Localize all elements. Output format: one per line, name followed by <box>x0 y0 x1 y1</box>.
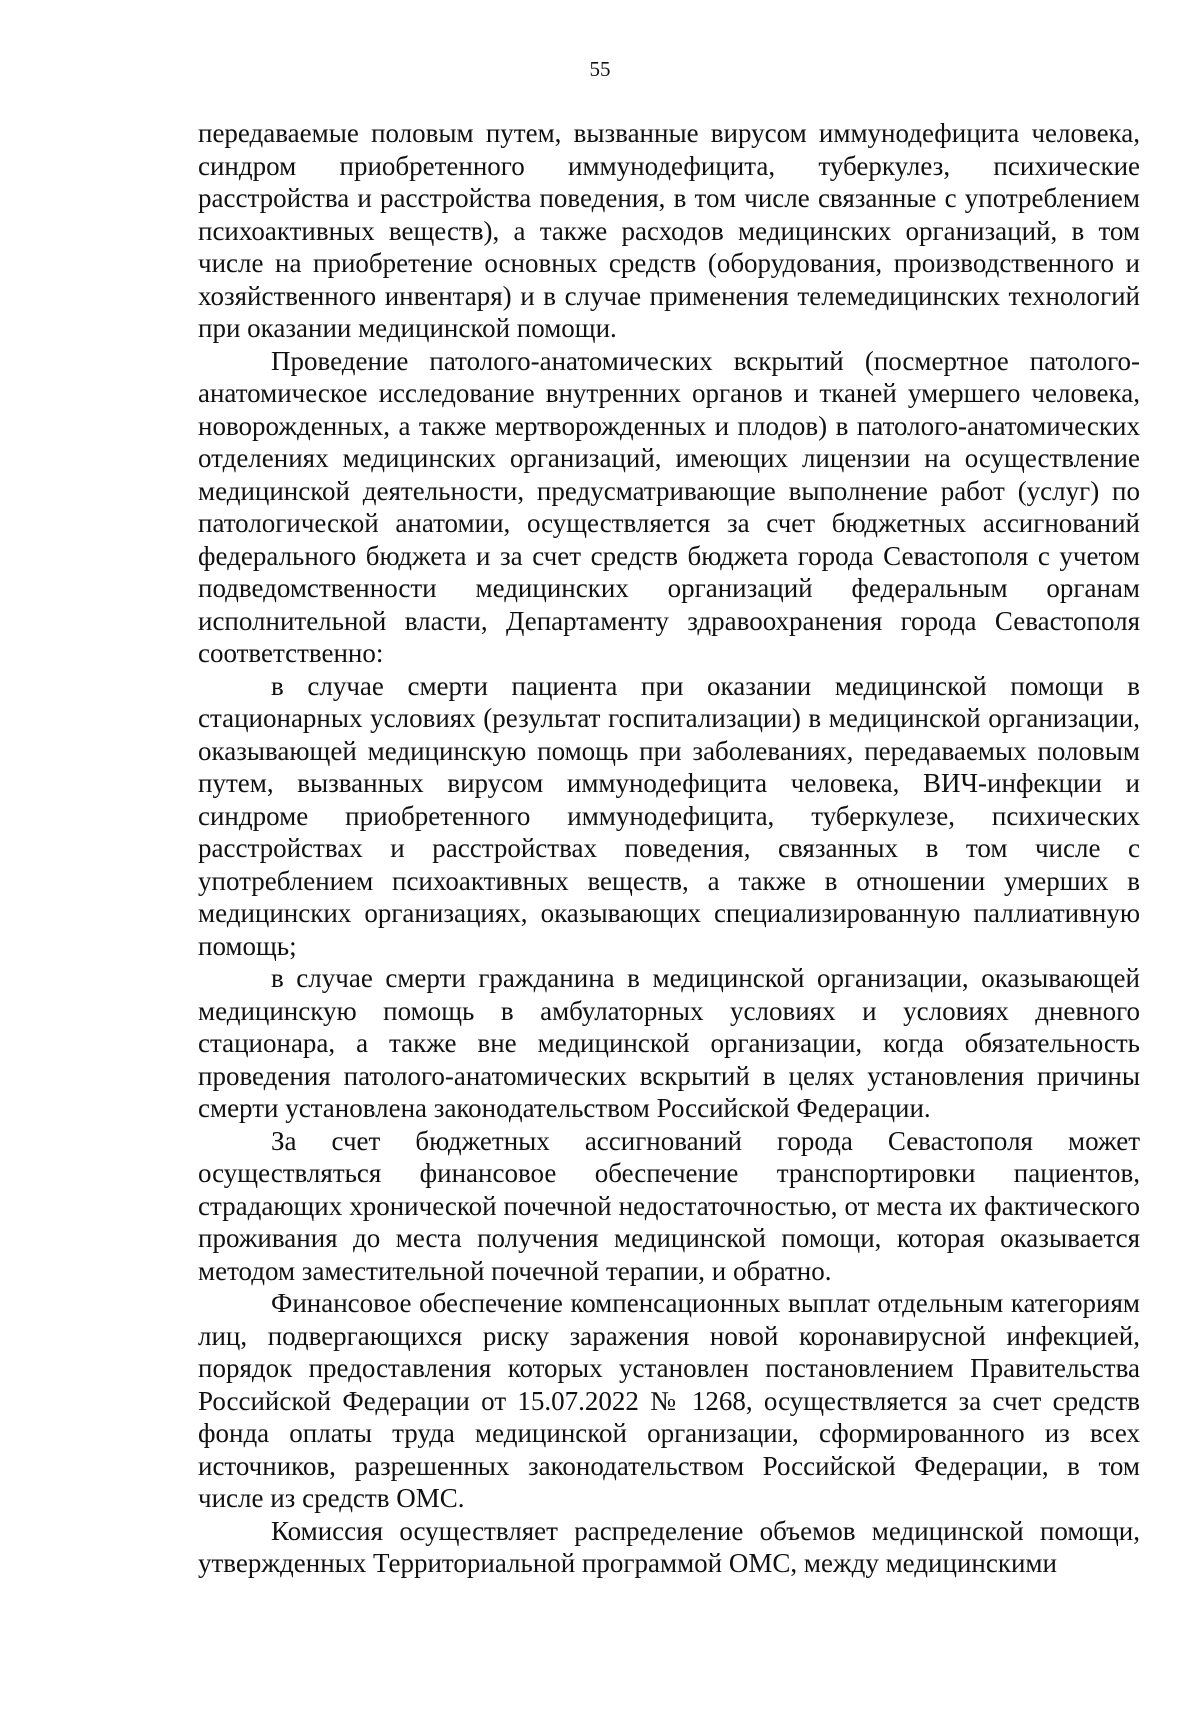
paragraph-compensation-payments: Финансовое обеспечение компенсационных выплат отдельным категориям лиц, подвергающихся риску заражения новой коронавирусной инфекцией, порядок предоставления которых установлен постановлением Правительства Российской Федерации от 15.07.2022 № 1268, осуществляется за счет средств фонда оплаты труда медицинской организации, сформированного из всех источников, разрешенных законодательством Российской Федерации, в том числе из средств ОМС. <box>198 1288 1140 1513</box>
paragraph-outpatient-death-case: в случае смерти гражданина в медицинской организации, оказывающей медицинскую помощь в амбулаторных условиях и условиях дневного стационара, а также вне медицинской организации, когда обязательность проведения патолого-анатомических вскрытий в целях установления причины смерти установлена законодательством Российской Федерации. <box>198 963 1140 1123</box>
paragraph-commission-distribution: Комиссия осуществляет распределение объемов медицинской помощи, утвержденных Территориальной программой ОМС, между медицинскими <box>198 1515 1140 1578</box>
page-number: 55 <box>589 57 611 81</box>
paragraph-autopsy-financing: Проведение патолого-анатомических вскрытий (посмертное патолого-анатомическое исследование внутренних органов и тканей умершего человека, новорожденных, а также мертворожденных и плодов) в патолого-анатомических отделениях медицинских организаций, имеющих лицензии на осуществление медицинской деятельности, предусматривающие выполнение работ (услуг) по патологической анатомии, осуществляется за счет бюджетных ассигнований федерального бюджета и за счет средств бюджета города Севастополя с учетом подведомственности медицинских организаций федеральным органам исполнительной власти, Департаменту здравоохранения города Севастополя соответственно: <box>198 345 1140 668</box>
document-body <box>198 117 1140 1580</box>
paragraph-inpatient-death-case: в случае смерти пациента при оказании медицинской помощи в стационарных условиях (результат госпитализации) в медицинской организации, оказывающей медицинскую помощь при заболеваниях, передаваемых половым путем, вызванных вирусом иммунодефицита человека, ВИЧ-инфекции и синдроме приобретенного иммунодефицита, туберкулезе, психических расстройствах и расстройствах поведения, связанных в том числе с употреблением психоактивных веществ, а также в отношении умерших в медицинских организациях, оказывающих специализированную паллиативную помощь; <box>198 670 1140 961</box>
paragraph-continuation: передаваемые половым путем, вызванные вирусом иммунодефицита человека, синдром приобретенного иммунодефицита, туберкулез, психические расстройства и расстройства поведения, в том числе связанные с употреблением психоактивных веществ), а также расходов медицинских организаций, в том числе на приобретение основных средств (оборудования, производственного и хозяйственного инвентаря) и в случае применения телемедицинских технологий при оказании медицинской помощи. <box>198 118 1140 343</box>
paragraph-dialysis-transport: За счет бюджетных ассигнований города Севастополя может осуществляться финансовое обеспечение транспортировки пациентов, страдающих хронической почечной недостаточностью, от места их фактического проживания до места получения медицинской помощи, которая оказывается методом заместительной почечной терапии, и обратно. <box>198 1125 1140 1286</box>
